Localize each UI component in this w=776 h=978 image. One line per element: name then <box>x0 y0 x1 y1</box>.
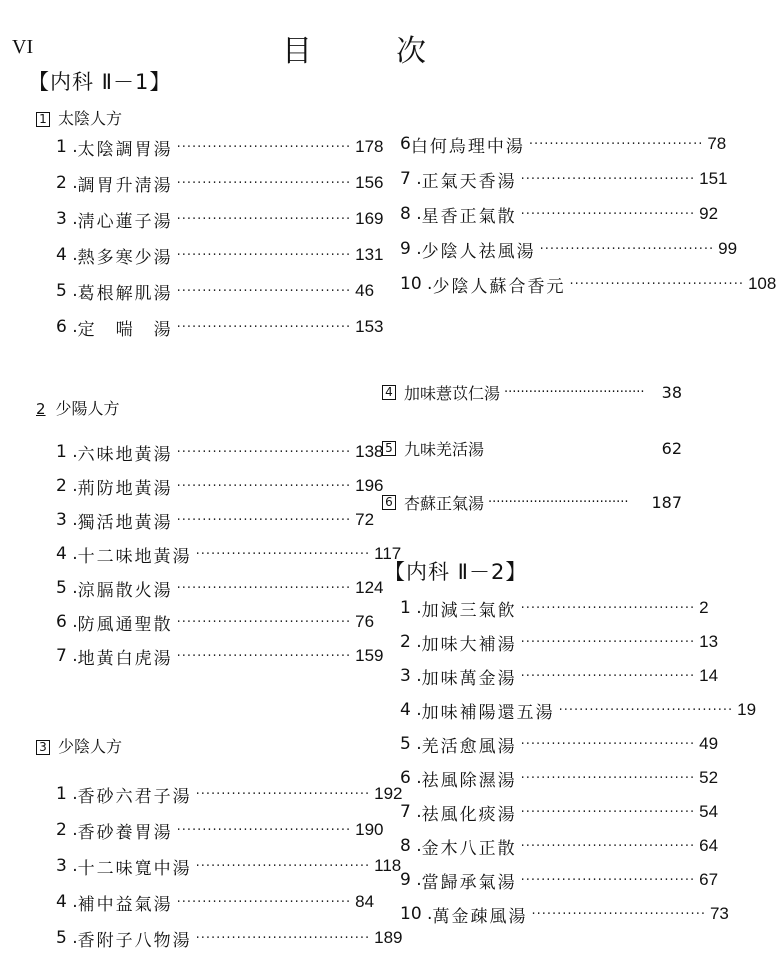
entry-page: 124 <box>355 578 384 597</box>
toc-entry <box>400 132 727 157</box>
toc-entry <box>400 664 719 689</box>
entry-page: 153 <box>355 317 384 336</box>
entry-number: 5 . <box>400 734 422 754</box>
page-title <box>282 26 510 70</box>
entry-number: 5 . <box>56 578 78 598</box>
entry-number: 3 . <box>56 209 78 229</box>
entry-number: 2 . <box>56 476 78 496</box>
entry-name: 十二味寬中湯 <box>77 858 192 879</box>
section-heading-2 <box>36 396 120 419</box>
toc-entry <box>56 243 384 268</box>
entry-name: 金木八正散 <box>421 838 517 859</box>
entry-page: 52 <box>699 768 719 787</box>
entry-number: 10 . <box>400 274 433 294</box>
entry-number: 6 . <box>56 612 78 632</box>
entry-number: 4 . <box>400 700 422 720</box>
entry-number: 4 . <box>56 544 78 564</box>
leader-dots: ·································· <box>176 444 352 460</box>
leader-dots: ·································· <box>176 512 352 528</box>
entry-page: 38 <box>661 382 682 402</box>
part-heading-2: 【内科 Ⅱ－2】 <box>384 560 528 584</box>
toc-entry <box>400 272 776 297</box>
leader-dots: ·································· <box>176 822 352 838</box>
toc-entry <box>400 800 719 825</box>
toc-entry <box>400 596 709 621</box>
leader-dots: ·································· <box>176 139 352 155</box>
toc-entry <box>56 279 375 304</box>
entry-name: 補中益氣湯 <box>77 894 173 915</box>
entry-number: 2 . <box>56 173 78 193</box>
leader-dots: ·································· <box>176 283 352 299</box>
leader-dots: ·································· <box>176 247 352 263</box>
toc-entry <box>56 644 384 669</box>
entry-number: 7 . <box>400 169 422 189</box>
toc-entry <box>400 202 719 227</box>
toc-entry <box>400 902 729 927</box>
entry-name: 祛風除濕湯 <box>421 770 517 791</box>
title-char-2: 次 <box>396 34 426 69</box>
entry-name: 調胃升淸湯 <box>77 175 173 196</box>
entry-name: 淸心蓮子湯 <box>77 211 173 232</box>
entry-name: 當歸承氣湯 <box>421 872 517 893</box>
entry-page: 117 <box>374 544 402 563</box>
entry-number: 3 . <box>56 510 78 530</box>
entry-page: 190 <box>355 820 384 839</box>
entry-page: 19 <box>737 700 757 719</box>
toc-entry <box>56 315 384 340</box>
leader-dots: ·································· <box>195 786 371 802</box>
leader-dots: ·································· <box>195 930 371 946</box>
leader-dots: ·································· <box>520 171 696 187</box>
leader-dots: ·································· <box>195 858 371 874</box>
toc-entry <box>56 854 402 879</box>
entry-name: 葛根解肌湯 <box>77 283 173 304</box>
toc-entry <box>400 698 757 723</box>
entry-page: 159 <box>355 646 384 665</box>
toc-entry <box>56 818 384 843</box>
toc-entry-section-5 <box>382 436 682 460</box>
toc-entry <box>56 135 384 160</box>
section-title: 少陽人方 <box>55 399 120 418</box>
entry-page: 64 <box>699 836 719 855</box>
section-number-box: 1 <box>36 112 50 127</box>
entry-number: 9 . <box>400 239 422 259</box>
entry-page: 118 <box>374 856 402 875</box>
entry-page: 2 <box>699 598 709 617</box>
page-number: VI <box>12 36 34 58</box>
leader-dots: ·································· <box>558 702 734 718</box>
section-number-box: 4 <box>382 385 396 400</box>
entry-page: 131 <box>355 245 384 264</box>
entry-name: 加味補陽還五湯 <box>421 702 555 723</box>
toc-entry <box>400 868 719 893</box>
leader-dots: ·································· <box>176 614 352 630</box>
entry-name: 六味地黃湯 <box>77 444 173 465</box>
toc-entry <box>56 474 384 499</box>
toc-entry <box>56 782 403 807</box>
entry-name: 祛風化痰湯 <box>421 804 517 825</box>
entry-number: 7 . <box>56 646 78 666</box>
entry-name: 定 喘 湯 <box>77 319 173 340</box>
entry-page: 67 <box>699 870 719 889</box>
entry-name: 白何烏理中湯 <box>410 136 525 157</box>
entry-page: 151 <box>699 169 728 188</box>
leader-dots: ·································· <box>176 648 352 664</box>
leader-dots: ·································· <box>176 319 352 335</box>
entry-page: 99 <box>718 239 738 258</box>
entry-name: 熱多寒少湯 <box>77 247 173 268</box>
entry-name: 萬金疎風湯 <box>432 906 528 927</box>
entry-page: 72 <box>355 510 375 529</box>
entry-number: 5 . <box>56 928 78 948</box>
leader-dots: ·································· <box>520 872 696 888</box>
toc-entry <box>56 508 375 533</box>
entry-number: 2 . <box>56 820 78 840</box>
entry-number: 6 . <box>400 768 422 788</box>
entry-page: 46 <box>355 281 375 300</box>
leader-dots: ·································· <box>176 175 352 191</box>
toc-entry-section-4 <box>382 380 682 404</box>
leader-dots: ·································· <box>520 634 696 650</box>
leader-dots: ·································· <box>520 804 696 820</box>
leader-dots: ·································· <box>520 770 696 786</box>
toc-entry <box>56 207 384 232</box>
entry-name: 香砂六君子湯 <box>77 786 192 807</box>
entry-name: 九味羌活湯 <box>404 439 485 459</box>
entry-page: 92 <box>699 204 719 223</box>
entry-page: 138 <box>355 442 384 461</box>
entry-page: 196 <box>355 476 384 495</box>
entry-number: 1 . <box>56 784 78 804</box>
entry-name: 荊防地黃湯 <box>77 478 173 499</box>
leader-dots: ·································· <box>569 276 744 292</box>
toc-entry <box>56 440 384 465</box>
toc-entry <box>56 542 402 567</box>
entry-number: 4 . <box>56 245 78 265</box>
entry-number: 3 . <box>400 666 422 686</box>
toc-entry <box>56 926 403 951</box>
leader-dots: ·································· <box>531 906 706 922</box>
entry-number: 4 . <box>56 892 78 912</box>
entry-name: 少陰人蘇合香元 <box>432 276 566 297</box>
entry-page: 156 <box>355 173 384 192</box>
entry-name: 十二味地黃湯 <box>77 546 192 567</box>
entry-name: 加味大補湯 <box>421 634 517 655</box>
entry-number: 1 . <box>56 442 78 462</box>
toc-entry-section-6 <box>382 490 682 514</box>
entry-page: 187 <box>651 492 682 512</box>
leader-dots: ·································· <box>176 478 352 494</box>
entry-page: 73 <box>709 904 729 923</box>
entry-name: 羌活愈風湯 <box>421 736 517 757</box>
entry-name: 獨活地黃湯 <box>77 512 173 533</box>
entry-page: 78 <box>707 134 727 153</box>
toc-entry <box>400 167 728 192</box>
toc-entry <box>56 610 375 635</box>
entry-number: 8 . <box>400 204 422 224</box>
leader-dots: ·································· <box>520 206 696 222</box>
part-heading-1: 【内科 Ⅱ－1】 <box>28 70 172 94</box>
entry-name: 加味萬金湯 <box>421 668 517 689</box>
entry-name: 涼膈散火湯 <box>77 580 173 601</box>
section-number-box: 5 <box>382 441 396 456</box>
leader-dots: ·································· <box>504 384 645 400</box>
entry-number: 8 . <box>400 836 422 856</box>
entry-name: 香附子八物湯 <box>77 930 192 951</box>
leader-dots: ·································· <box>488 494 629 510</box>
entry-name: 正氣天香湯 <box>421 171 517 192</box>
toc-entry <box>400 834 719 859</box>
leader-dots: ·································· <box>528 136 704 152</box>
leader-dots: ·································· <box>539 241 715 257</box>
entry-page: 62 <box>661 438 682 458</box>
entry-number: 3 . <box>56 856 78 876</box>
entry-name: 防風通聖散 <box>77 614 173 635</box>
toc-entry <box>56 171 384 196</box>
title-char-1: 目 <box>282 34 312 69</box>
entry-number: 2 . <box>400 632 422 652</box>
toc-entry <box>400 732 719 757</box>
entry-page: 54 <box>699 802 719 821</box>
leader-dots: ·································· <box>520 736 696 752</box>
leader-dots: ·································· <box>520 600 696 616</box>
section-title: 太陰人方 <box>58 109 123 128</box>
entry-name: 少陰人祛風湯 <box>421 241 536 262</box>
entry-page: 84 <box>355 892 375 911</box>
leader-dots: ·································· <box>176 211 352 227</box>
entry-page: 108 <box>747 274 776 293</box>
entry-name: 星香正氣散 <box>421 206 517 227</box>
entry-page: 76 <box>355 612 375 631</box>
leader-dots: ·································· <box>176 580 352 596</box>
leader-dots: ·································· <box>195 546 371 562</box>
leader-dots: ·································· <box>520 838 696 854</box>
leader-dots: ·································· <box>176 894 352 910</box>
toc-entry <box>400 630 719 655</box>
section-heading-1 <box>36 106 122 129</box>
entry-page: 169 <box>355 209 384 228</box>
entry-page: 49 <box>699 734 719 753</box>
entry-number: 1 . <box>56 137 78 157</box>
entry-page: 178 <box>355 137 384 156</box>
entry-name: 太陰調胃湯 <box>77 139 173 160</box>
entry-number: 9 . <box>400 870 422 890</box>
entry-page: 14 <box>699 666 719 685</box>
toc-entry <box>56 890 375 915</box>
entry-number: 10 . <box>400 904 433 924</box>
toc-entry <box>56 576 384 601</box>
entry-name: 加減三氣飮 <box>421 600 517 621</box>
entry-name: 地黃白虎湯 <box>77 648 173 669</box>
toc-entry <box>400 237 738 262</box>
entry-number: 6 . <box>56 317 78 337</box>
section-number: 2 <box>36 400 46 418</box>
entry-page: 13 <box>699 632 719 651</box>
entry-page: 189 <box>374 928 403 947</box>
entry-number: 5 . <box>56 281 78 301</box>
entry-number: 6 <box>400 134 411 154</box>
section-title: 少陰人方 <box>58 737 123 756</box>
toc-entry <box>400 766 719 791</box>
entry-name: 加味薏苡仁湯 <box>404 383 501 403</box>
entry-name: 香砂養胃湯 <box>77 822 173 843</box>
leader-dots: ·································· <box>520 668 696 684</box>
section-heading-3 <box>36 734 122 757</box>
section-number-box: 6 <box>382 495 396 510</box>
section-number-box: 3 <box>36 740 50 755</box>
entry-page: 192 <box>374 784 403 803</box>
entry-name: 杏蘇正氣湯 <box>404 493 485 513</box>
entry-number: 1 . <box>400 598 422 618</box>
entry-number: 7 . <box>400 802 422 822</box>
